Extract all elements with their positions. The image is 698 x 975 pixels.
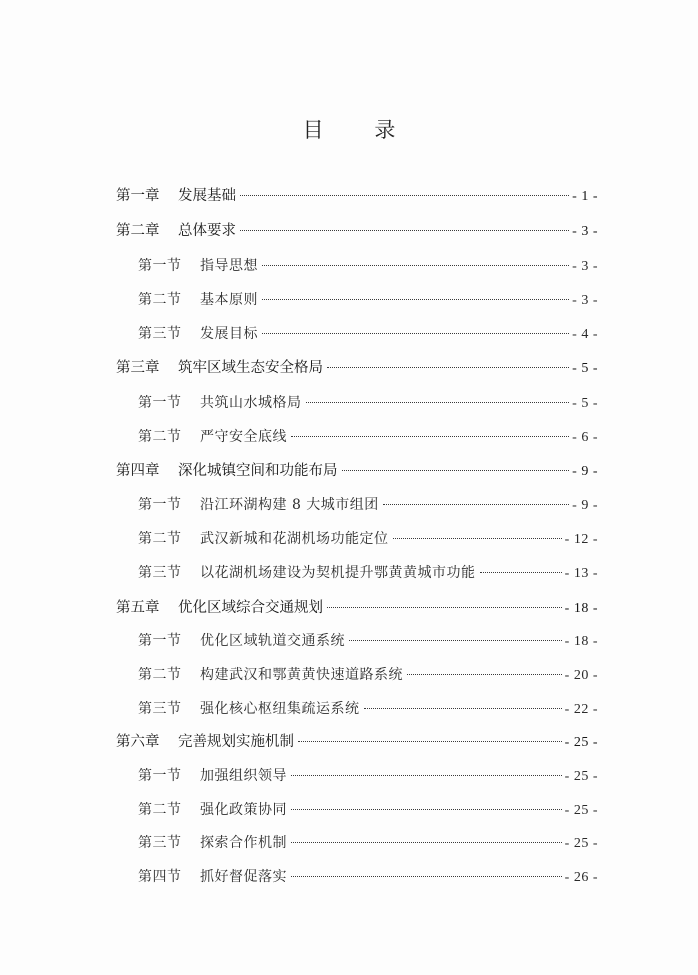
section-number: 第一节 (138, 497, 182, 513)
toc-section-entry[interactable] (138, 426, 598, 448)
dot-leader (262, 299, 569, 300)
section-title: 共筑山水城格局 (200, 395, 302, 411)
section-number: 第四节 (138, 869, 182, 885)
dot-leader (480, 572, 562, 573)
chapter-number: 第四章 (116, 463, 160, 479)
toc-section-entry[interactable] (138, 765, 598, 787)
section-number: 第三节 (138, 701, 182, 717)
section-title: 强化政策协同 (200, 802, 287, 818)
section-number: 第一节 (138, 768, 182, 784)
toc-chapter-entry[interactable] (116, 731, 598, 753)
chapter-title: 总体要求 (178, 223, 236, 239)
page-number: - 3 - (572, 224, 598, 239)
section-title: 发展目标 (200, 326, 258, 342)
toc-title: 目 录 (302, 118, 418, 142)
chapter-title: 深化城镇空间和功能布局 (178, 463, 338, 479)
section-number: 第一节 (138, 395, 182, 411)
page-number: - 25 - (564, 803, 598, 818)
section-title: 优化区域轨道交通系统 (200, 633, 345, 649)
page-number: - 9 - (572, 464, 598, 479)
section-number: 第二节 (138, 429, 182, 445)
chapter-number: 第二章 (116, 223, 160, 239)
toc-chapter-entry[interactable] (116, 220, 598, 242)
toc-section-entry[interactable] (138, 664, 598, 686)
dot-leader (327, 367, 569, 368)
section-number: 第二节 (138, 802, 182, 818)
toc-section-entry[interactable] (138, 799, 598, 821)
chapter-title: 优化区域综合交通规划 (178, 600, 323, 616)
page-number: - 25 - (564, 735, 598, 750)
dot-leader (291, 809, 562, 810)
toc-section-entry[interactable] (138, 323, 598, 345)
dot-leader (240, 230, 569, 231)
section-number: 第二节 (138, 667, 182, 683)
dot-leader (291, 436, 569, 437)
chapter-title: 筑牢区域生态安全格局 (178, 360, 323, 376)
page-number: - 25 - (564, 836, 598, 851)
section-title: 探索合作机制 (200, 835, 287, 851)
dot-leader (364, 708, 562, 709)
section-number: 第一节 (138, 258, 182, 274)
page-number: - 5 - (572, 361, 598, 376)
page-number: - 1 - (572, 189, 598, 204)
dot-leader (407, 674, 562, 675)
toc-section-entry[interactable] (138, 494, 598, 516)
toc-section-entry[interactable] (138, 528, 598, 550)
section-title: 加强组织领导 (200, 768, 287, 784)
section-title: 以花湖机场建设为契机提升鄂黄黄城市功能 (200, 565, 476, 581)
toc-section-entry[interactable] (138, 866, 598, 888)
toc-chapter-entry[interactable] (116, 357, 598, 379)
section-number: 第三节 (138, 326, 182, 342)
page-number: - 6 - (572, 430, 598, 445)
dot-leader (393, 538, 562, 539)
section-number: 第一节 (138, 633, 182, 649)
section-title: 沿江环湖构建 8 大城市组团 (200, 497, 379, 513)
dot-leader (349, 640, 562, 641)
chapter-number: 第一章 (116, 188, 160, 204)
page-number: - 13 - (564, 566, 598, 581)
section-number: 第三节 (138, 565, 182, 581)
dot-leader (298, 741, 562, 742)
chapter-number: 第三章 (116, 360, 160, 376)
page-number: - 12 - (564, 532, 598, 547)
chapter-number: 第五章 (116, 600, 160, 616)
section-title: 构建武汉和鄂黄黄快速道路系统 (200, 667, 403, 683)
section-title: 指导思想 (200, 258, 258, 274)
toc-section-entry[interactable] (138, 630, 598, 652)
toc-section-entry[interactable] (138, 832, 598, 854)
dot-leader (327, 607, 562, 608)
toc-section-entry[interactable] (138, 255, 598, 277)
dot-leader (262, 333, 569, 334)
toc-chapter-entry[interactable] (116, 460, 598, 482)
section-title: 武汉新城和花湖机场功能定位 (200, 531, 389, 547)
dot-leader (291, 876, 562, 877)
section-number: 第二节 (138, 292, 182, 308)
page-number: - 3 - (572, 259, 598, 274)
section-title: 抓好督促落实 (200, 869, 287, 885)
toc-section-entry[interactable] (138, 698, 598, 720)
page-number: - 25 - (564, 769, 598, 784)
page-number: - 20 - (564, 668, 598, 683)
dot-leader (240, 195, 569, 196)
page-number: - 5 - (572, 396, 598, 411)
page-number: - 22 - (564, 702, 598, 717)
page-number: - 18 - (564, 601, 598, 616)
section-number: 第二节 (138, 531, 182, 547)
dot-leader (291, 842, 562, 843)
dot-leader (291, 775, 562, 776)
page-number: - 4 - (572, 327, 598, 342)
dot-leader (306, 402, 570, 403)
toc-chapter-entry[interactable] (116, 597, 598, 619)
page-number: - 26 - (564, 870, 598, 885)
toc-section-entry[interactable] (138, 392, 598, 414)
toc-chapter-entry[interactable] (116, 185, 598, 207)
section-number: 第三节 (138, 835, 182, 851)
page-number: - 9 - (572, 498, 598, 513)
chapter-title: 完善规划实施机制 (178, 734, 294, 750)
dot-leader (383, 504, 569, 505)
toc-section-entry[interactable] (138, 562, 598, 584)
page-number: - 3 - (572, 293, 598, 308)
dot-leader (262, 265, 569, 266)
section-title: 严守安全底线 (200, 429, 287, 445)
toc-section-entry[interactable] (138, 289, 598, 311)
page-number: - 18 - (564, 634, 598, 649)
chapter-number: 第六章 (116, 734, 160, 750)
dot-leader (342, 470, 570, 471)
chapter-title: 发展基础 (178, 188, 236, 204)
section-title: 强化核心枢纽集疏运系统 (200, 701, 360, 717)
section-title: 基本原则 (200, 292, 258, 308)
